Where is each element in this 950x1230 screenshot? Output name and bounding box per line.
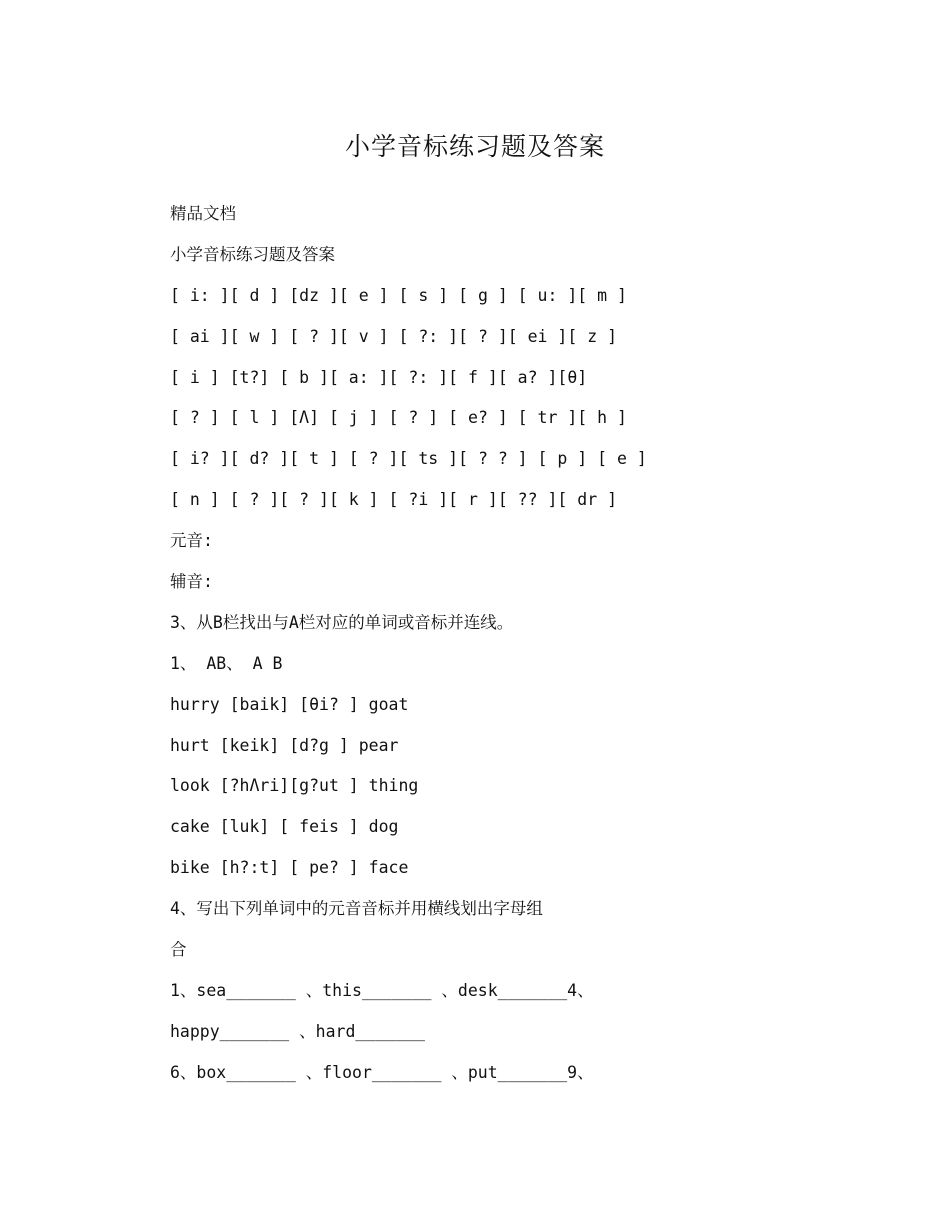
document-body	[170, 198, 890, 1098]
vowels-label: 元音:	[170, 531, 213, 551]
subtitle-line: 小学音标练习题及答案	[170, 244, 335, 264]
header-label: 精品文档	[170, 204, 236, 223]
matching-column-header: 1、 AB、 A B	[170, 653, 283, 673]
fill-blank-row-3: 6、box_______ 、floor_______ 、put_______9、	[170, 1062, 594, 1082]
phonetic-row-3: [ i ] [t?] [ b ][ a: ][ ?: ][ f ][ a? ][θ]	[170, 367, 588, 387]
matching-row-4: cake [luk] [ feis ] dog	[170, 817, 399, 837]
matching-row-2: hurt [keik] [d?g ] pear	[170, 735, 399, 755]
consonants-label: 辅音:	[170, 572, 213, 592]
matching-row-1: hurry [baik] [θi? ] goat	[170, 694, 409, 714]
question-3-heading: 3、从B栏找出与A栏对应的单词或音标并连线。	[170, 612, 514, 632]
question-4-heading-continued: 合	[170, 940, 187, 960]
document-title: 小学音标练习题及答案	[344, 132, 605, 161]
phonetic-row-6: [ n ] [ ? ][ ? ][ k ] [ ?i ][ r ][ ?? ][ dr ]	[170, 490, 618, 510]
matching-row-5: bike [h?:t] [ pe? ] face	[170, 858, 409, 878]
fill-blank-row-1: 1、sea_______ 、this_______ 、desk_______4、	[170, 980, 594, 1000]
fill-blank-row-2: happy_______ 、hard_______	[170, 1021, 425, 1041]
phonetic-row-1: [ i: ][ d ] [dz ][ e ] [ s ] [ g ] [ u: ][ m ]	[170, 285, 627, 305]
phonetic-row-2: [ ai ][ w ] [ ? ][ v ] [ ?: ][ ? ][ ei ][ z ]	[170, 326, 618, 346]
phonetic-row-4: [ ? ] [ l ] [Λ] [ j ] [ ? ] [ e? ] [ tr ][ h ]	[170, 408, 627, 428]
phonetic-row-5: [ i? ][ d? ][ t ] [ ? ][ ts ][ ? ? ] [ p ] [ e ]	[170, 449, 647, 469]
question-4-heading: 4、写出下列单词中的元音音标并用横线划出字母组	[170, 899, 543, 919]
matching-row-3: look [?hΛri][g?ut ] thing	[170, 776, 419, 796]
